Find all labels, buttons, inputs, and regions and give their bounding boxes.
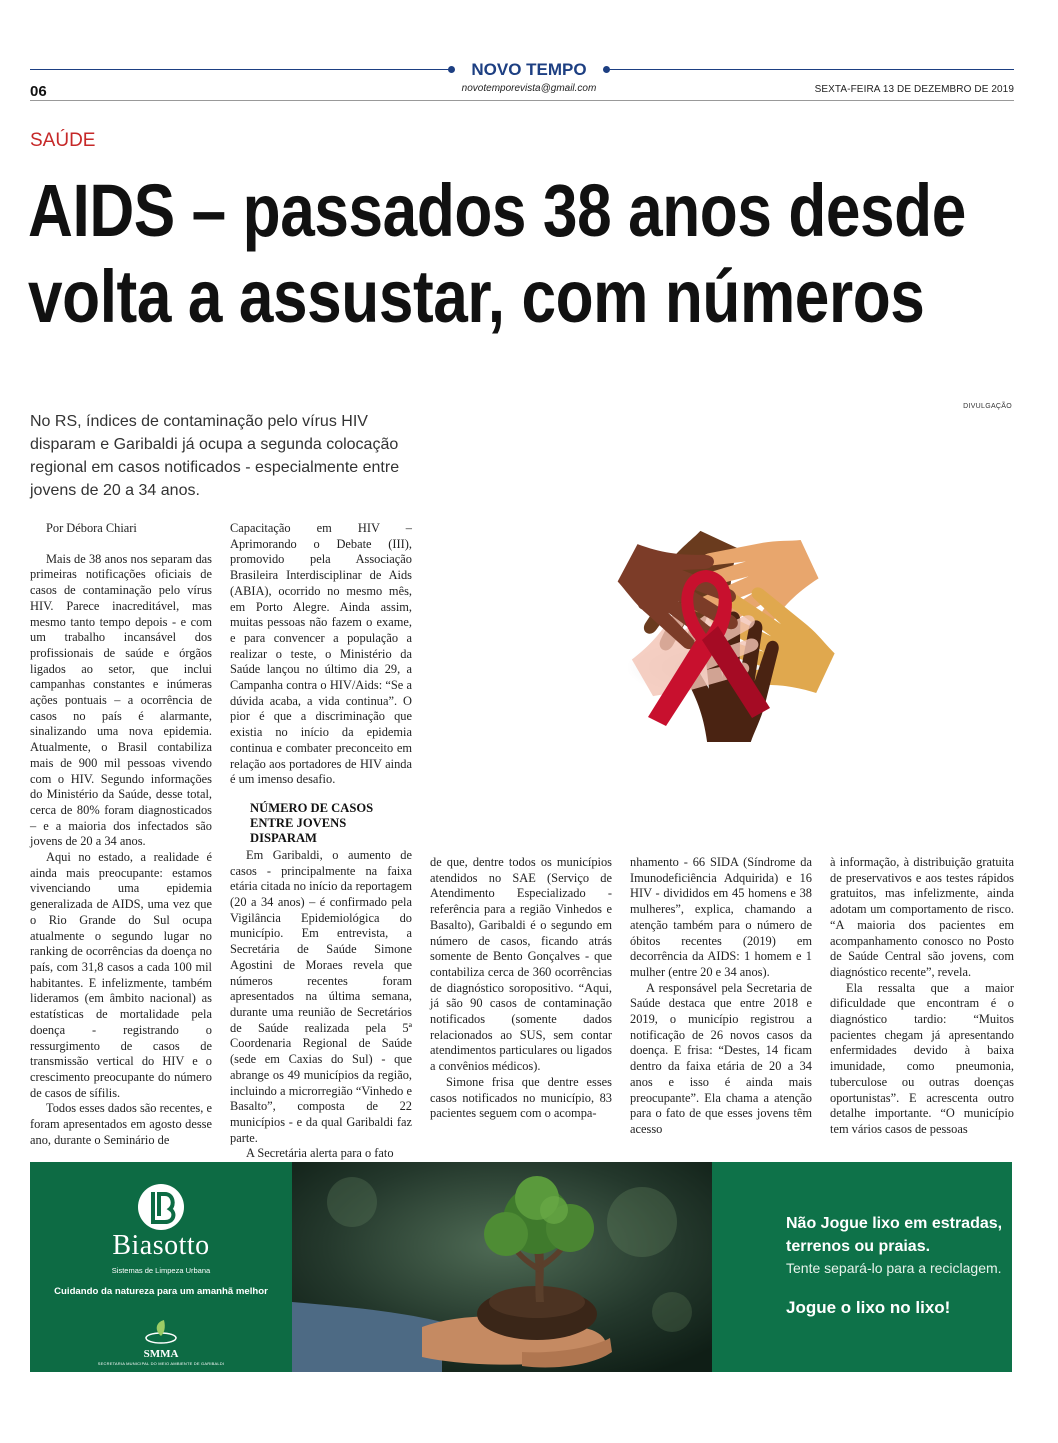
paragraph: Aqui no estado, a realidade é ainda mais preocupante: estamos vivenciando uma epidemia generalizada de AIDS, uma vez que o Rio Grande do Sul ocupa atualmente o segundo lugar no ranking de ocorrências da doença no país, com 31,8 casos a cada 100 mil habitantes. E infelizmente, também lideramos (em âmbito nacional) as estatísticas de mortalidade pela doença - registrando o ressurgimento de casos de transmissão vertical do HIV e o crescimento preocupante do número de casos de sífilis.	[30, 850, 212, 1100]
headline	[28, 168, 966, 340]
biasotto-logo-icon	[136, 1182, 186, 1232]
article-column-2	[230, 521, 412, 1162]
hands-ribbon-illustration	[470, 412, 1030, 842]
article-column-4	[630, 855, 812, 1138]
ad-headline: Não Jogue lixo em estradas, terrenos ou praias.	[786, 1215, 1003, 1255]
paragraph: Ela ressalta que a maior dificuldade que encontram é o diagnóstico tardio: “Muitos pacientes chegam já apresentando enfermidades devido à baixa imunidade, como pneumonia, tuberculose ou outras doenças oportunistas”. E acrescenta outro detalhe importante. “O município tem vários casos de pessoas	[830, 980, 1014, 1136]
ad-message-panel	[712, 1162, 1012, 1372]
headline-line-2: volta a assustar, com números	[28, 255, 925, 338]
masthead-rule-left	[30, 69, 452, 70]
paragraph: A Secretária alerta para o fato	[246, 1146, 394, 1161]
headline-container	[0, 160, 1058, 360]
paragraph: Mais de 38 anos nos separam das primeiras notificações oficiais de casos de contaminação pelo vírus HIV. Parece inacreditável, mas mesmo tanto tempo depois - e com um trabalho incansável dos profissionais de saúde e órgãos ligados ao setor, que inclui campanhas constantes e inúmeras ações pontuais – a ocorrência de casos no país é alarmante, sinalizando uma nova epidemia. Atualmente, o Brasil contabiliza mais de 900 mil pessoas vivendo com o HIV. Segundo informações do Ministério da Saúde, desse total, cerca de 80% foram diagnosticados – e a maioria dos infectados são jovens de 20 a 34 anos.	[30, 551, 212, 849]
paragraph: Todos esses dados são recentes, e foram apresentados em agosto desse ano, durante o Seminário de	[30, 1101, 212, 1147]
publication-name: NOVO TEMPO	[471, 60, 587, 79]
tree-in-hands-photo	[292, 1162, 712, 1372]
paragraph: nhamento - 66 SIDA (Síndrome da Imunodeficiência Adquirida) e 16 HIV - divididos em 45 homens e 38 mulheres”, explica, chamando a atenção também para o número de óbitos recentes (2019) em decorrência da AIDS: 1 homem e 1 mulher (entre 20 e 34 anos).	[630, 855, 812, 979]
paragraph: Simone frisa que dentre esses casos notificados no município, 83 pacientes seguem com o acompa-	[430, 1074, 612, 1121]
ad-subtext: Tente separá-lo para a reciclagem.	[786, 1260, 1002, 1276]
paragraph: Em Garibaldi, o aumento de casos - principalmente na faixa etária citada no início da reportagem (20 a 34 anos) – é confirmado pela Vigilância Epidemiológica do município. Em entrevista, a Secretária de Saúde Simone Agostini de Moraes revela que números recentes foram apresentados na última semana, durante uma reunião de Secretários de Saúde realizada pela 5ª Coordenaria Regional de Saúde (sede em Caxias do Sul) - que abrange os 49 municípios da região, incluindo a microrregião “Vinhedo e Basalto”, composta de 22 municípios - e da qual Garibaldi faz parte.	[230, 847, 412, 1145]
ad-brand-panel	[30, 1162, 292, 1372]
subheadline: No RS, índices de contaminação pelo vírus HIV disparam e Garibaldi já ocupa a segunda colocação regional em casos notificados - especialmente entre jovens de 20 a 34 anos.	[30, 413, 400, 499]
article-column-1	[30, 521, 212, 1148]
byline: Por Débora Chiari	[46, 521, 137, 535]
article-column-3	[430, 855, 612, 1122]
publication-email: novotemporevista@gmail.com	[461, 83, 597, 94]
issue-date: SEXTA-FEIRA 13 DE DEZEMBRO DE 2019	[814, 84, 1014, 95]
brand-tagline: Sistemas de Limpeza Urbana	[111, 1266, 211, 1275]
page-number: 06	[30, 83, 47, 100]
paragraph: Capacitação em HIV – Aprimorando o Debate (III), promovido pela Associação Brasileira Interdisciplinar de Aids (ABIA), ocorrido no mesmo mês, em Porto Alegre. Ainda assim, muitas pessoas não fazem o exame, e para convencer a população a realizar o teste, o Ministério da Saúde lançou no último dia 29, a Campanha contra o HIV/Aids: “Se a dúvida acaba, a vida continua”. O pior é que a discriminação que existia no início da epidemia continua e combater preconceito em relação aos portadores de HIV ainda é um imenso desafio.	[230, 521, 412, 787]
advertisement-banner[interactable]	[30, 1162, 1012, 1372]
masthead-rule-right	[606, 69, 1014, 70]
ad-callout: Jogue o lixo no lixo!	[786, 1298, 951, 1317]
brand-slogan: Cuidando da natureza para um amanhã melhor	[54, 1286, 268, 1297]
smma-logo-icon	[144, 1318, 178, 1346]
brand-name: Biasotto	[112, 1230, 210, 1261]
paragraph: à informação, à distribuição gratuita de preservativos e aos testes rápidos gratuitos, mas infelizmente, ainda adotam um comportamento de risco. “A maioria dos pacientes em acompanhamento conosco no Posto de Saúde Central são jovens, com diagnóstico recente”, revela.	[830, 855, 1014, 979]
masthead-divider	[30, 100, 1014, 101]
smma-full-name: SECRETARIA MUNICIPAL DO MEIO AMBIENTE DE GARIBALDI	[97, 1361, 225, 1366]
subheading: NÚMERO DE CASOS ENTRE JOVENS DISPARAM	[250, 800, 374, 845]
photo-credit: DIVULGAÇÃO	[963, 403, 1012, 410]
smma-name: SMMA	[143, 1348, 179, 1360]
section-label: SAÚDE	[30, 130, 96, 151]
paragraph: A responsável pela Secretaria de Saúde destaca que entre 2018 e 2019, o município registrou a notificação de 26 novos casos da doença. E frisa: “Destes, 14 ficam dentro da faixa etária de 20 a 34 anos e isso é ainda mais preocupante”. Ela chama a atenção para o fato de que esses jovens têm acesso	[630, 980, 812, 1136]
headline-line-1: AIDS – passados 38 anos desde	[28, 169, 966, 252]
article-column-5	[830, 855, 1014, 1138]
paragraph: de que, dentre todos os municípios atendidos no SAE (Serviço de Atendimento Especializado - referência para a região Vinhedos e Basalto), Garibaldi é o segundo em número de casos, ficando atrás somente de Bento Gonçalves - que contabiliza cerca de 360 ocorrências de diagnóstico soropositivo. “Aqui, já são 90 casos de contaminação notificados (somente dados relacionados ao SUS, sem contar atendimentos particulares ou ligados a convênios médicos).	[430, 855, 612, 1074]
